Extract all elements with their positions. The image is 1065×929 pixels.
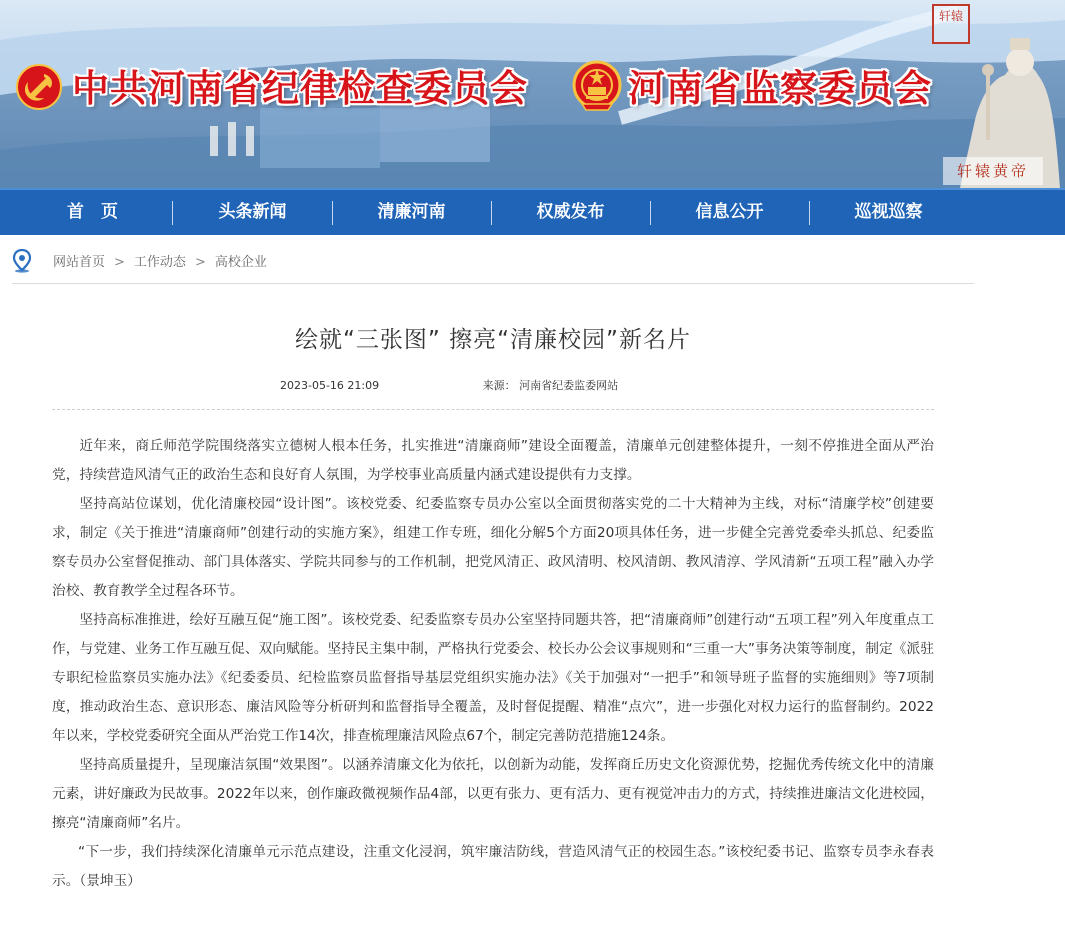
statue-caption: 轩辕黄帝: [943, 157, 1043, 185]
nav-item-clean-henan[interactable]: 清廉河南: [377, 202, 446, 222]
article-source-label: 来源：: [482, 379, 516, 392]
nav-item-inspection[interactable]: 巡视巡察: [854, 202, 923, 222]
article-paragraph: 坚持高标准推进，绘好互融互促“施工图”。该校党委、纪委监察专员办公室坚持同题共答，把“清廉商师”创建行动“五项工程”列入年度重点工作，与党建、业务工作互融互促、双向赋能。坚持民主集中制，严格执行党委会、校长办公会议事规则和“三重一大”事务决策等制度，制定《派驻专职纪检监察员实施办法》《纪委委员、纪检监察员监督指导基层党组织实施办法》《关于加强对“一把手”和领导班子监督的实施细则》等7项制度，推动政治生态、意识形态、廉洁风险等分析研判和监督指导全覆盖，及时督促提醒、精准“点穴”，进一步强化对权力运行的监督制约。2022年以来，学校党委研究全面从严治党工作14次，排查梳理廉洁风险点67个，制定完善防范措施124条。: [52, 612, 934, 744]
nav-item-home[interactable]: 首 页: [67, 202, 118, 222]
article-source: 河南省纪委监委网站: [519, 379, 619, 392]
article-meta: [280, 378, 618, 394]
breadcrumb-trail: [53, 254, 267, 272]
title-divider: [52, 409, 934, 410]
nav-item-headlines[interactable]: 头条新闻: [218, 202, 287, 222]
seal-stamp: 轩辕: [932, 4, 970, 44]
breadcrumb: [12, 249, 974, 284]
breadcrumb-separator: >: [114, 255, 125, 270]
org-title-supervision: 河南省监察委员会: [628, 66, 932, 110]
nav-item-releases[interactable]: 权威发布: [536, 202, 605, 222]
main-nav: [0, 188, 1065, 235]
article-title: 绘就“三张图” 擦亮“清廉校园”新名片: [295, 327, 691, 353]
article-date: 2023-05-16 21:09: [280, 379, 380, 392]
breadcrumb-home-link[interactable]: 网站首页: [53, 255, 106, 270]
article-paragraph: 近年来，商丘师范学院围绕落实立德树人根本任务，扎实推进“清廉商师”建设全面覆盖，清廉单元创建整体提升，一刻不停推进全面从严治党，持续营造风清气正的政治生态和良好育人氛围，为学校事业高质量内涵式建设提供有力支撑。: [52, 438, 934, 483]
nav-item-public-info[interactable]: 信息公开: [695, 202, 764, 222]
header-banner: [0, 0, 1065, 188]
article-paragraph: 坚持高质量提升，呈现廉洁氛围“效果图”。以涵养清廉文化为依托，以创新为动能，发挥商丘历史文化资源优势，挖掘优秀传统文化中的清廉元素，讲好廉政为民故事。2022年以来，创作廉政微视频作品4部，以更有张力、更有活力、更有视觉冲击力的方式，持续推进廉洁文化进校园，擦亮“清廉商师”名片。: [52, 757, 934, 831]
national-emblem-icon: [572, 60, 622, 112]
location-pin-icon: [12, 249, 32, 273]
article-paragraph: 坚持高站位谋划，优化清廉校园“设计图”。该校党委、纪委监察专员办公室以全面贯彻落实党的二十大精神为主线，对标“清廉学校”创建要求，制定《关于推进“清廉商师”创建行动的实施方案》，组建工作专班，细化分解5个方面20项具体任务，进一步健全完善党委牵头抓总、纪委监察专员办公室督促推动、部门具体落实、学院共同参与的工作机制，把党风清正、政风清明、校风清朗、教风清淳、学风清新“五项工程”融入办学治校、教育教学全过程各环节。: [52, 496, 934, 599]
breadcrumb-work-news-link[interactable]: 工作动态: [133, 255, 186, 270]
party-emblem-icon: [16, 64, 62, 110]
breadcrumb-universities-link[interactable]: 高校企业: [214, 255, 267, 270]
article-body: [52, 432, 934, 896]
org-title-discipline: 中共河南省纪律检查委员会: [72, 66, 528, 110]
breadcrumb-separator: >: [194, 255, 206, 270]
article-paragraph: “下一步，我们持续深化清廉单元示范点建设，注重文化浸润，筑牢廉洁防线，营造风清气正的校园生态。”该校纪委书记、监察专员李永春表示。（景坤玉）: [52, 844, 934, 889]
